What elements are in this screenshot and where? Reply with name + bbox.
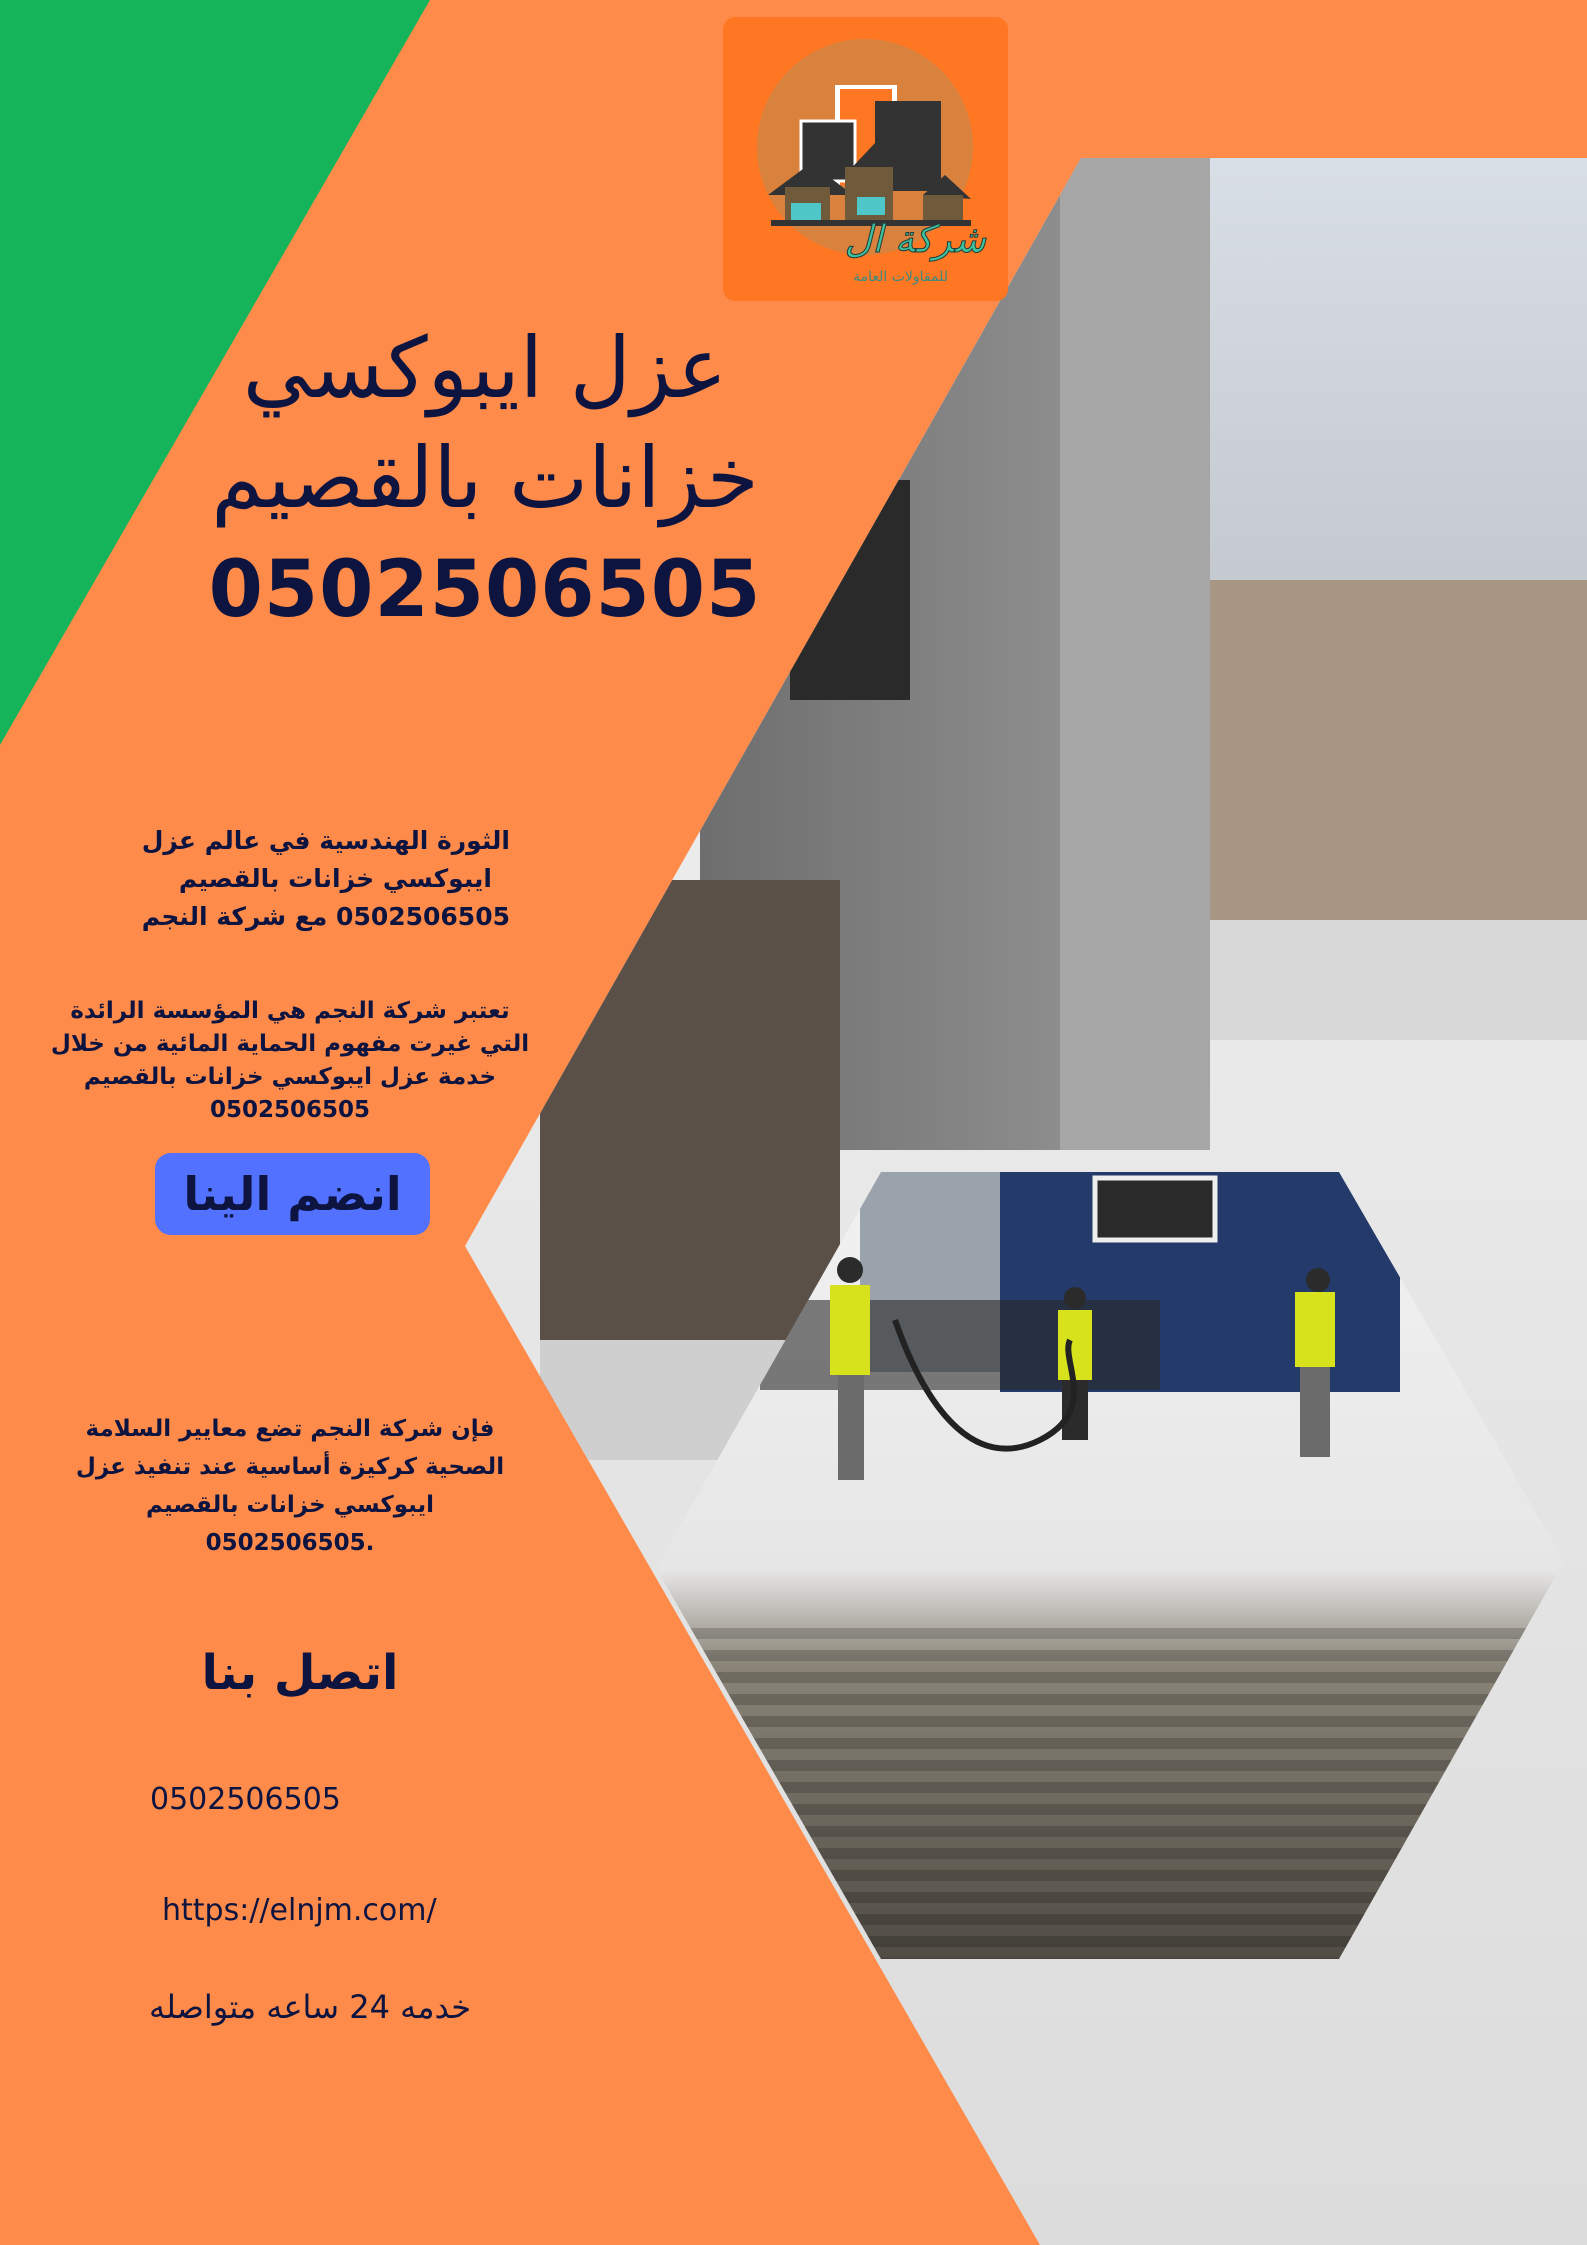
safety-line: فإن شركة النجم تضع معايير السلامة — [85, 1416, 495, 1442]
logo-subtitle: للمقاولات العامة — [853, 269, 948, 285]
headline-line1: عزل ايبوكسي — [242, 319, 728, 417]
safety-line: الصحية كركيزة أساسية عند تنفيذ عزل — [75, 1454, 505, 1480]
safety-line: .0502506505 — [205, 1530, 375, 1556]
contact-heading: اتصل بنا — [201, 1645, 399, 1701]
company-logo — [723, 17, 1008, 301]
safety-line: ايبوكسي خزانات بالقصيم — [145, 1492, 435, 1518]
join-us-button[interactable]: انضم الينا — [155, 1153, 430, 1235]
about-line: خدمة عزل ايبوكسي خزانات بالقصيم — [83, 1064, 497, 1090]
intro-paragraph — [140, 822, 510, 936]
website-link[interactable]: https://elnjm.com/ — [162, 1893, 437, 1928]
intro-line: ايبوكسي خزانات بالقصيم — [178, 864, 492, 893]
service-hours: خدمه 24 ساعه متواصله — [148, 1988, 472, 2026]
about-paragraph — [30, 995, 550, 1127]
contact-phone[interactable]: 0502506505 — [150, 1782, 341, 1817]
about-line: 0502506505 — [209, 1097, 371, 1123]
about-line: تعتبر شركة النجم هي المؤسسة الرائدة — [70, 998, 510, 1024]
worker — [1295, 1268, 1335, 1457]
intro-line: 0502506505 مع شركة النجم — [141, 902, 510, 931]
headline-phone[interactable]: 0502506505 — [208, 545, 762, 635]
headline-line2: خزانات بالقصيم — [211, 429, 759, 527]
safety-paragraph — [60, 1410, 520, 1562]
about-line: التي غيرت مفهوم الحماية المائية من خلال — [50, 1031, 530, 1057]
logo-name: شركة ال — [844, 217, 986, 261]
intro-line: الثورة الهندسية في عالم عزل — [141, 826, 510, 855]
